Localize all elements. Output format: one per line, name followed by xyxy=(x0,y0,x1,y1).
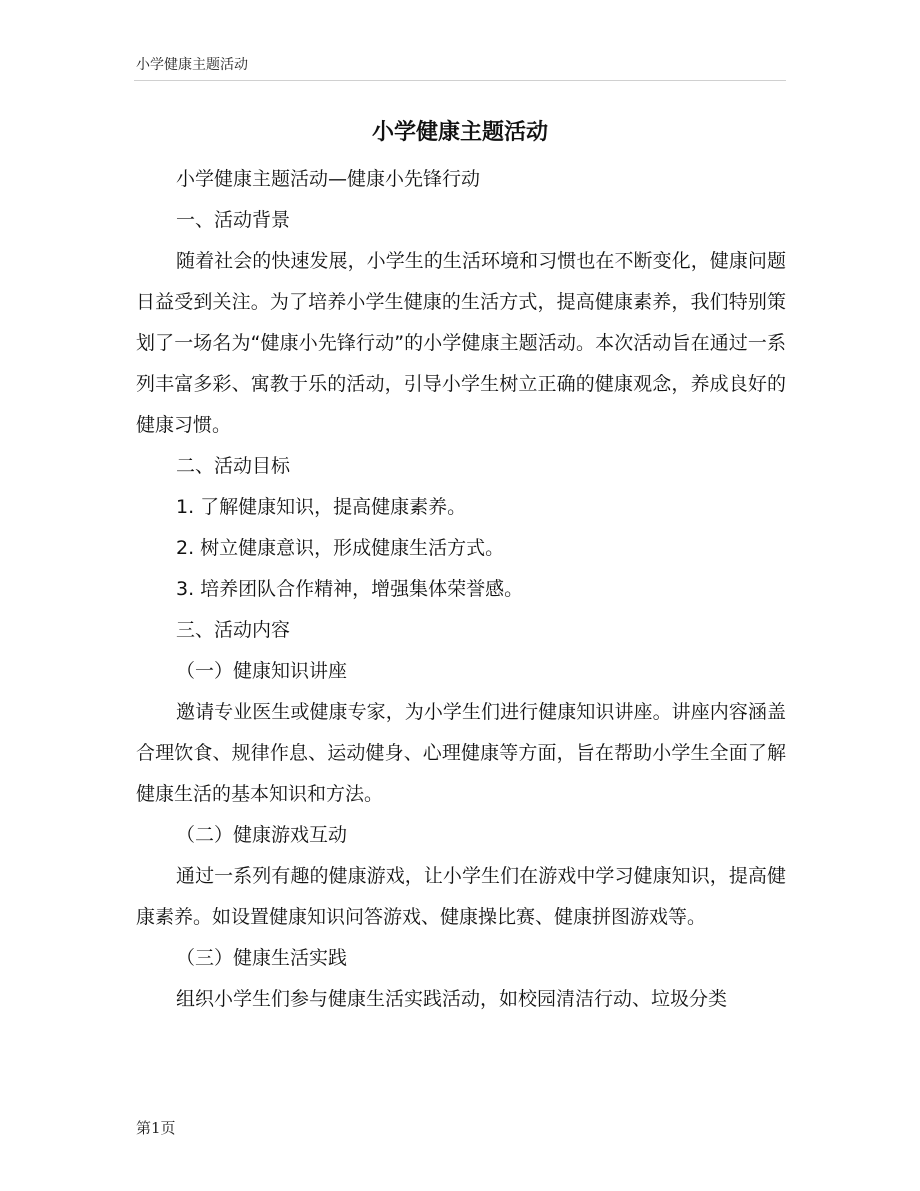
page-number: 第1页 xyxy=(136,1119,176,1137)
goal-item: 1. 了解健康知识，提高健康素养。 xyxy=(176,496,467,518)
section-heading-goals: 二、活动目标 xyxy=(176,455,291,477)
practice-paragraph: 组织小学生们参与健康生活实践活动，如校园清洁行动、垃圾分类 xyxy=(176,988,728,1010)
subheading-games: （二）健康游戏互动 xyxy=(176,824,348,846)
goal-item: 2. 树立健康意识，形成健康生活方式。 xyxy=(176,537,505,559)
document-body xyxy=(136,159,786,1020)
document-title: 小学健康主题活动 xyxy=(371,119,548,145)
goal-item: 3. 培养团队合作精神，增强集体荣誉感。 xyxy=(176,578,524,600)
subheading-lecture: （一）健康知识讲座 xyxy=(176,660,348,682)
subtitle-paragraph: 小学健康主题活动—健康小先锋行动 xyxy=(176,168,481,190)
section-heading-background: 一、活动背景 xyxy=(176,209,291,231)
subheading-practice: （三）健康生活实践 xyxy=(176,947,348,969)
lecture-paragraph: 邀请专业医生或健康专家，为小学生们进行健康知识讲座。讲座内容涵盖合理饮食、规律作息、运动健身、心理健康等方面，旨在帮助小学生全面了解健康生活的基本知识和方法。 xyxy=(136,701,786,805)
background-paragraph: 随着社会的快速发展，小学生的生活环境和习惯也在不断变化，健康问题日益受到关注。为了培养小学生健康的生活方式，提高健康素养，我们特别策划了一场名为“健康小先锋行动”的小学健康主题活动。本次活动旨在通过一系列丰富多彩、寓教于乐的活动，引导小学生树立正确的健康观念，养成良好的健康习惯。 xyxy=(136,250,786,436)
running-header: 小学健康主题活动 xyxy=(136,57,248,73)
section-heading-content: 三、活动内容 xyxy=(176,619,291,641)
games-paragraph: 通过一系列有趣的健康游戏，让小学生们在游戏中学习健康知识，提高健康素养。如设置健康知识问答游戏、健康操比赛、健康拼图游戏等。 xyxy=(136,865,786,928)
header-divider xyxy=(134,80,786,81)
